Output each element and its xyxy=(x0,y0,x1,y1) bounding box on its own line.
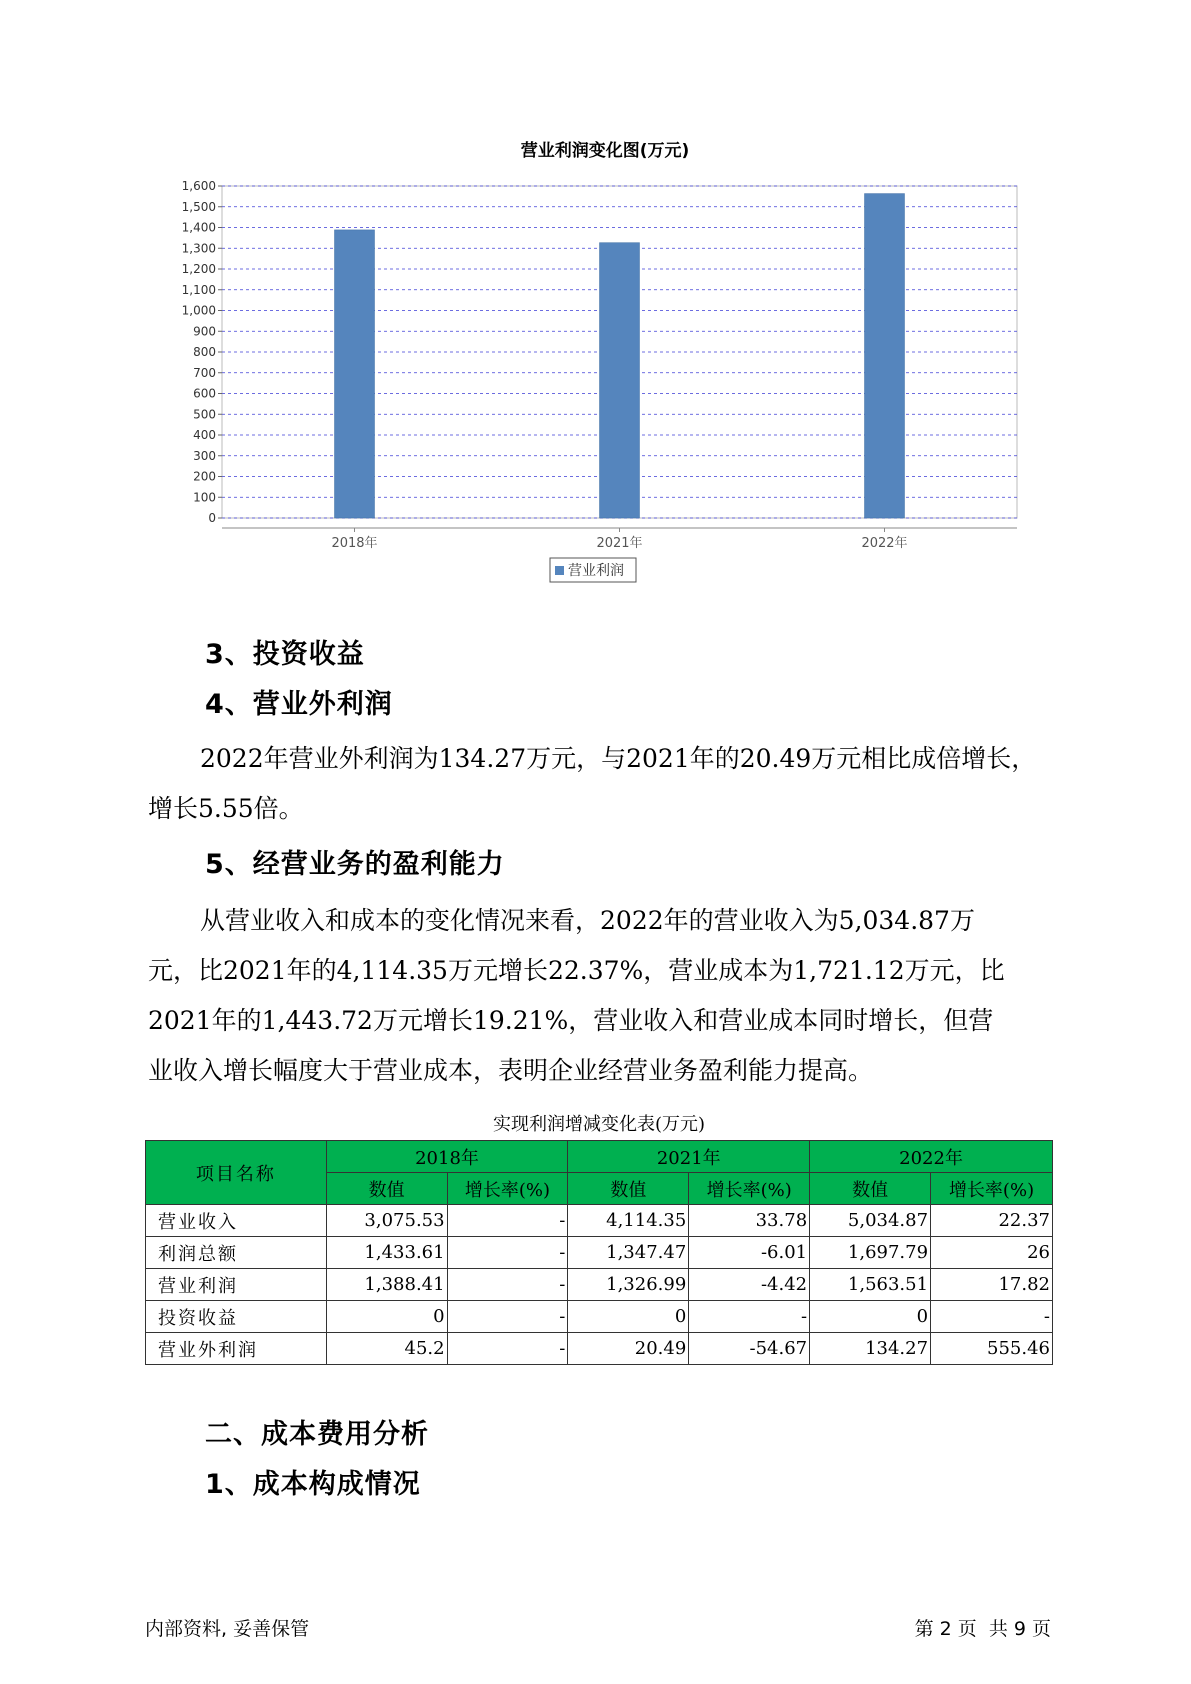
operating-profit-chart xyxy=(180,140,1030,590)
y-axis-ticks xyxy=(182,179,222,525)
paragraph-line: 2022年营业外利润为134.27万元，与2021年的20.49万元相比成倍增长， xyxy=(200,744,1037,773)
y-tick-label: 700 xyxy=(193,365,216,380)
year-header-2021: 2021年 xyxy=(568,1141,810,1173)
table-cell: 1,347.47 xyxy=(568,1237,689,1269)
paragraph-line: 增长5.55倍。 xyxy=(148,794,304,823)
y-tick-label: 1,300 xyxy=(181,241,216,256)
paragraph-line: 2021年的1,443.72万元增长19.21%，营业收入和营业成本同时增长，但营 xyxy=(148,1006,994,1035)
table-caption: 实现利润增减变化表(万元) xyxy=(492,1114,706,1135)
paragraph-line: 元，比2021年的4,114.35万元增长22.37%，营业成本为1,721.12万元，比 xyxy=(148,956,1005,985)
table-row xyxy=(146,1301,1053,1333)
table-cell: 1,563.51 xyxy=(810,1269,931,1301)
profitability-heading: 5、经营业务的盈利能力 xyxy=(205,849,505,880)
table-cell: 0 xyxy=(810,1301,931,1333)
legend-label: 营业利润 xyxy=(568,563,624,579)
y-tick-label: 1,200 xyxy=(181,262,216,276)
growth-header: 增长率(%) xyxy=(689,1173,810,1205)
table-cell: 1,433.61 xyxy=(326,1237,447,1269)
x-tick-label: 2018年 xyxy=(331,536,378,551)
y-tick-label: 500 xyxy=(193,407,216,422)
bar-2018年 xyxy=(335,230,375,518)
table-cell: - xyxy=(447,1269,568,1301)
table-row xyxy=(146,1269,1053,1301)
y-tick-label: 1,600 xyxy=(181,179,216,193)
investment-income-heading: 3、投资收益 xyxy=(205,639,365,670)
table-cell: - xyxy=(447,1301,568,1333)
table-cell: - xyxy=(447,1237,568,1269)
table-cell: -4.42 xyxy=(689,1269,810,1301)
y-tick-label: 1,400 xyxy=(181,220,216,235)
profit-change-table xyxy=(145,1140,1053,1365)
table-cell: 5,034.87 xyxy=(810,1205,931,1237)
table-cell: 4,114.35 xyxy=(568,1205,689,1237)
y-tick-label: 1,000 xyxy=(181,303,216,318)
table-cell: 26 xyxy=(931,1237,1053,1269)
row-label: 营业收入 xyxy=(146,1205,327,1237)
bar-2022年 xyxy=(865,194,905,518)
profitability-paragraph xyxy=(148,896,1078,1096)
table-row xyxy=(146,1333,1053,1365)
row-label: 投资收益 xyxy=(146,1301,327,1333)
table-cell: - xyxy=(447,1333,568,1365)
cost-structure-heading: 1、成本构成情况 xyxy=(205,1469,421,1500)
table-row xyxy=(146,1205,1053,1237)
table-cell: -6.01 xyxy=(689,1237,810,1269)
table-row xyxy=(146,1237,1053,1269)
table-cell: 20.49 xyxy=(568,1333,689,1365)
y-tick-label: 1,500 xyxy=(181,199,216,214)
cost-analysis-heading: 二、成本费用分析 xyxy=(205,1419,429,1450)
item-name-header: 项目名称 xyxy=(146,1141,327,1205)
footer-confidential-note: 内部资料, 妥善保管 xyxy=(145,1618,310,1640)
table-cell: 0 xyxy=(326,1301,447,1333)
table-cell: 33.78 xyxy=(689,1205,810,1237)
x-axis-ticks xyxy=(222,528,1017,551)
table-cell: 17.82 xyxy=(931,1269,1053,1301)
y-tick-label: 800 xyxy=(193,345,216,359)
row-label: 利润总额 xyxy=(146,1237,327,1269)
y-tick-label: 100 xyxy=(193,490,216,505)
footer-page-number: 第 2 页 共 9 页 xyxy=(914,1618,1051,1640)
value-header: 数值 xyxy=(568,1173,689,1205)
value-header: 数值 xyxy=(326,1173,447,1205)
x-tick-label: 2022年 xyxy=(861,536,908,551)
table-cell: 45.2 xyxy=(326,1333,447,1365)
table-cell: 0 xyxy=(568,1301,689,1333)
y-tick-label: 0 xyxy=(208,511,216,525)
growth-header: 增长率(%) xyxy=(931,1173,1053,1205)
paragraph-line: 从营业收入和成本的变化情况来看，2022年的营业收入为5,034.87万 xyxy=(200,906,975,935)
y-tick-label: 1,100 xyxy=(181,282,216,297)
legend-swatch xyxy=(555,566,564,575)
row-label: 营业外利润 xyxy=(146,1333,327,1365)
table-cell: 555.46 xyxy=(931,1333,1053,1365)
row-label: 营业利润 xyxy=(146,1269,327,1301)
table-cell: 3,075.53 xyxy=(326,1205,447,1237)
table-cell: 1,326.99 xyxy=(568,1269,689,1301)
table-cell: 22.37 xyxy=(931,1205,1053,1237)
table-cell: - xyxy=(931,1301,1053,1333)
chart-title: 营业利润变化图(万元) xyxy=(520,141,690,161)
y-tick-label: 600 xyxy=(193,386,216,401)
year-header-2018: 2018年 xyxy=(326,1141,568,1173)
year-header-2022: 2022年 xyxy=(810,1141,1053,1173)
x-tick-label: 2021年 xyxy=(596,536,643,551)
y-tick-label: 300 xyxy=(193,448,216,463)
table-cell: 1,697.79 xyxy=(810,1237,931,1269)
y-tick-label: 900 xyxy=(193,324,216,339)
y-tick-label: 200 xyxy=(193,469,216,484)
non-operating-profit-heading: 4、营业外利润 xyxy=(205,689,393,720)
value-header: 数值 xyxy=(810,1173,931,1205)
table-cell: -54.67 xyxy=(689,1333,810,1365)
paragraph-line: 业收入增长幅度大于营业成本，表明企业经营业务盈利能力提高。 xyxy=(148,1056,874,1085)
bar-2021年 xyxy=(600,243,640,518)
non-operating-profit-paragraph xyxy=(148,734,1078,834)
table-cell: - xyxy=(447,1205,568,1237)
table-cell: - xyxy=(689,1301,810,1333)
table-cell: 134.27 xyxy=(810,1333,931,1365)
chart-legend xyxy=(550,558,636,582)
growth-header: 增长率(%) xyxy=(447,1173,568,1205)
table-cell: 1,388.41 xyxy=(326,1269,447,1301)
chart-svg xyxy=(180,140,1030,590)
y-tick-label: 400 xyxy=(193,428,216,442)
